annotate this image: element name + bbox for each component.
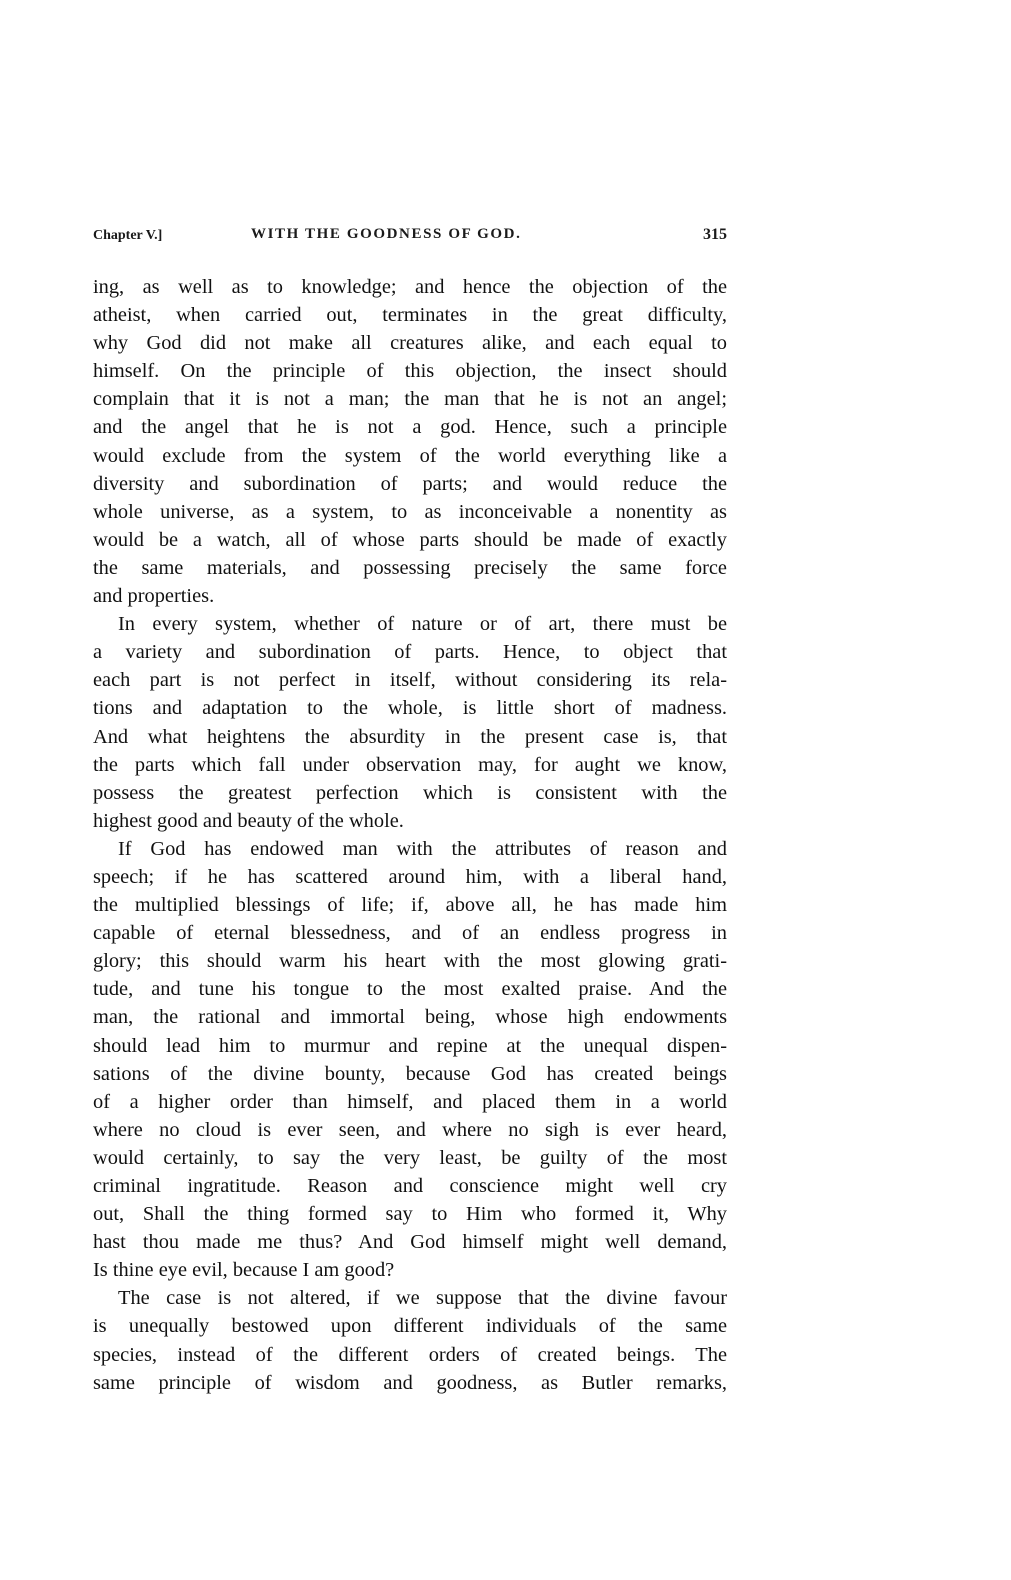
text-line: highest good and beauty of the whole. [93,809,404,832]
text-line: capable of eternal blessedness, and of an endless progress in [93,922,727,945]
text-line: would be a watch, all of whose parts should be made of exactly [93,528,727,551]
text-line: ing, as well as to knowledge; and hence the objection of the [93,276,727,298]
text-line: why God did not make all creatures alike, and each equal to [93,332,727,355]
text-line: man, the rational and immortal being, whose high endowments [93,1006,727,1029]
text-line: and the angel that he is not a god. Hence, such a principle [93,416,727,439]
text-line: a variety and subordination of parts. Hence, to object that [93,641,727,664]
text-line: whole universe, as a system, to as inconceivable a nonentity as [93,500,727,523]
text-line: possess the greatest perfection which is consistent with the [93,781,727,804]
text-line: is unequally bestowed upon different individuals of the same [93,1315,727,1338]
text-line: of a higher order than himself, and placed them in a world [93,1090,727,1113]
text-line: If God has endowed man with the attributes of reason and [118,837,727,860]
text-line: would certainly, to say the very least, be guilty of the most [93,1146,727,1169]
running-head [93,226,727,248]
running-title: WITH THE GOODNESS OF GOD. [251,226,522,242]
text-line: should lead him to murmur and repine at the unequal dispen- [93,1034,727,1057]
text-line: would exclude from the system of the world everything like a [93,444,727,467]
text-line: the multiplied blessings of life; if, above all, he has made him [93,894,727,917]
text-line: where no cloud is ever seen, and where no sigh is ever heard, [93,1118,727,1141]
text-line: diversity and subordination of parts; and would reduce the [93,472,727,495]
text-line: hast thou made me thus? And God himself might well demand, [93,1231,727,1254]
chapter-label: Chapter V.] [93,228,163,243]
page-number: 315 [703,226,727,243]
text-line: tions and adaptation to the whole, is little short of madness. [93,697,727,720]
text-line: out, Shall the thing formed say to Him who formed it, Why [93,1203,727,1226]
body-text [93,273,727,1397]
text-line: atheist, when carried out, terminates in the great difficulty, [93,304,727,327]
text-line: glory; this should warm his heart with the most glowing grati- [93,950,727,973]
text-line: speech; if he has scattered around him, with a liberal hand, [93,865,727,888]
text-line: And what heightens the absurdity in the present case is, that [93,725,727,748]
text-line: species, instead of the different orders of created beings. The [93,1343,727,1366]
text-line: The case is not altered, if we suppose that the divine favour [118,1287,727,1310]
text-line: same principle of wisdom and goodness, as Butler remarks, [93,1371,727,1394]
text-line: In every system, whether of nature or of art, there must be [118,613,727,636]
text-line: complain that it is not a man; the man that he is not an angel; [93,388,727,411]
text-line: and properties. [93,585,215,608]
text-line: the same materials, and possessing precisely the same force [93,556,727,579]
text-line: sations of the divine bounty, because God has created beings [93,1062,727,1085]
text-line: each part is not perfect in itself, without considering its rela- [93,669,727,692]
text-line: Is thine eye evil, because I am good? [93,1259,395,1282]
text-line: himself. On the principle of this objection, the insect should [93,360,727,383]
text-line: criminal ingratitude. Reason and conscience might well cry [93,1175,727,1197]
text-line: the parts which fall under observation may, for aught we know, [93,753,727,776]
text-line: tude, and tune his tongue to the most exalted praise. And the [93,978,727,1001]
